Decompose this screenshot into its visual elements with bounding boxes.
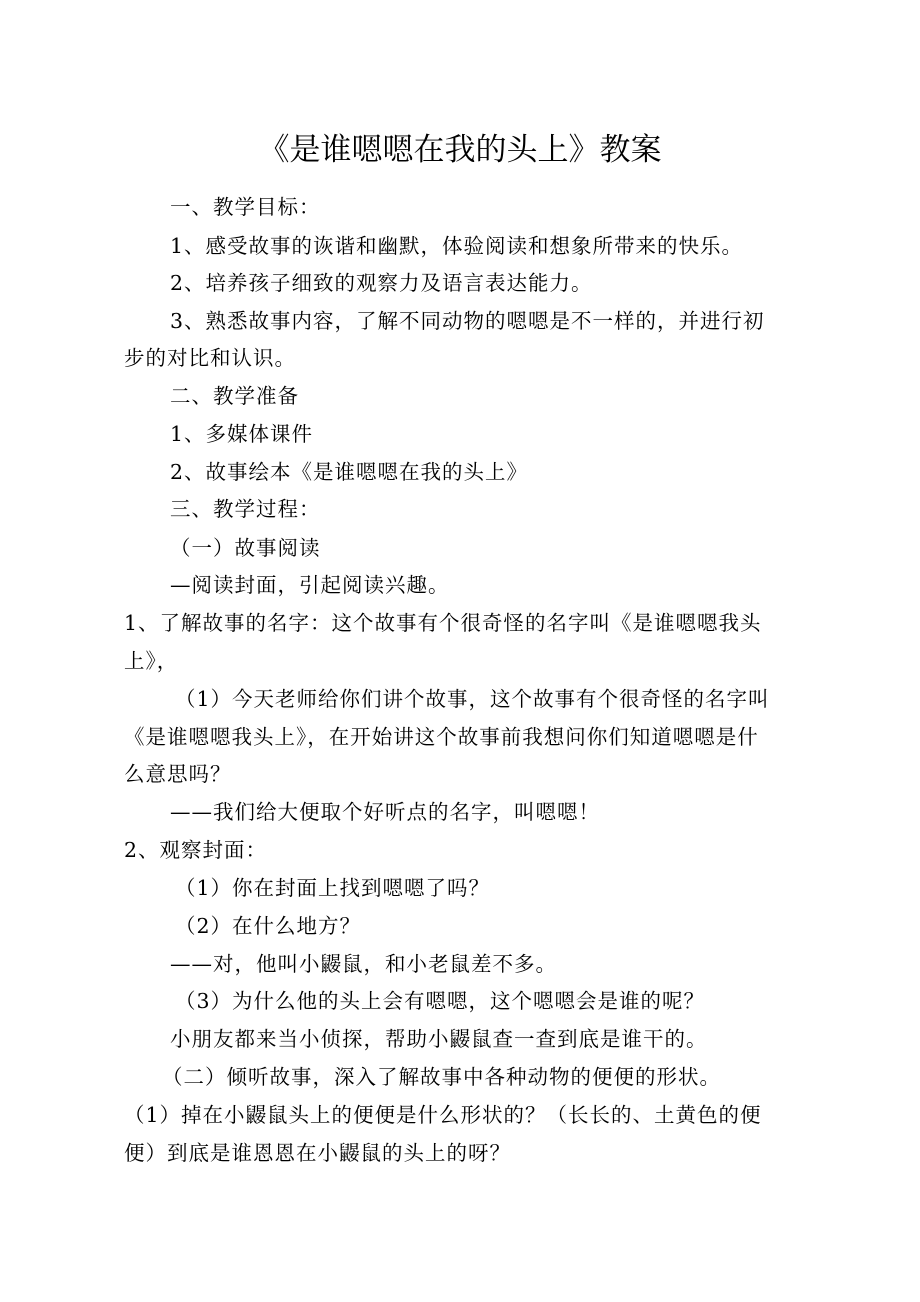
step-2-question-3: （3）为什么他的头上会有嗯嗯，这个嗯嗯会是谁的呢？ (175, 989, 706, 1013)
objective-1: 1、感受故事的诙谐和幽默，体验阅读和想象所带来的快乐。 (170, 234, 744, 258)
objective-3-continued: 步的对比和认识。 (124, 346, 296, 370)
document-title: 《是谁嗯嗯在我的头上》教案 (258, 132, 662, 168)
heading-preparation: 二、教学准备 (170, 384, 299, 408)
step-2-detective: 小朋友都来当小侦探，帮助小鼹鼠查一查到底是谁干的。 (170, 1027, 708, 1051)
step-1-question-1: （1）今天老师给你们讲个故事，这个故事有个很奇怪的名字叫 (175, 687, 770, 711)
heading-objectives: 一、教学目标： (170, 195, 321, 219)
step-1-story-name-continued: 上》， (124, 649, 179, 673)
step-2-question-1: （1）你在封面上找到嗯嗯了吗？ (175, 876, 491, 900)
step-1-answer: ——我们给大便取个好听点的名字，叫嗯嗯！ (170, 800, 600, 824)
step-1-question-1-continued: 《是谁嗯嗯我头上》，在开始讲这个故事前我想问你们知道嗯嗯是什 (124, 725, 759, 749)
step-2-observe-cover: 2、观察封面： (124, 838, 268, 862)
listen-question-1-continued: 便）到底是谁恩恩在小鼹鼠的头上的呀？ (124, 1141, 511, 1165)
subheading-listen-story: （二）倾听故事，深入了解故事中各种动物的便便的形状。 (162, 1065, 721, 1089)
preparation-2: 2、故事绘本《是谁嗯嗯在我的头上》 (170, 460, 529, 484)
objective-2: 2、培养孩子细致的观察力及语言表达能力。 (170, 271, 593, 295)
step-2-answer: ——对，他叫小鼹鼠，和小老鼠差不多。 (170, 952, 557, 976)
preparation-1: 1、多媒体课件 (170, 422, 314, 446)
step-1-question-1-end: 么意思吗？ (124, 762, 232, 786)
listen-question-1: （1）掉在小鼹鼠头上的便便是什么形状的？（长长的、土黄色的便 (124, 1103, 762, 1127)
step-2-question-2: （2）在什么地方？ (175, 914, 362, 938)
subheading-story-reading: （一）故事阅读 (170, 536, 321, 560)
objective-3: 3、熟悉故事内容，了解不同动物的嗯嗯是不一样的，并进行初 (170, 309, 765, 333)
step-read-cover: —阅读封面，引起阅读兴趣。 (170, 573, 450, 597)
step-1-story-name: 1、了解故事的名字：这个故事有个很奇怪的名字叫《是谁嗯嗯我头 (124, 611, 762, 635)
heading-process: 三、教学过程： (170, 497, 321, 521)
